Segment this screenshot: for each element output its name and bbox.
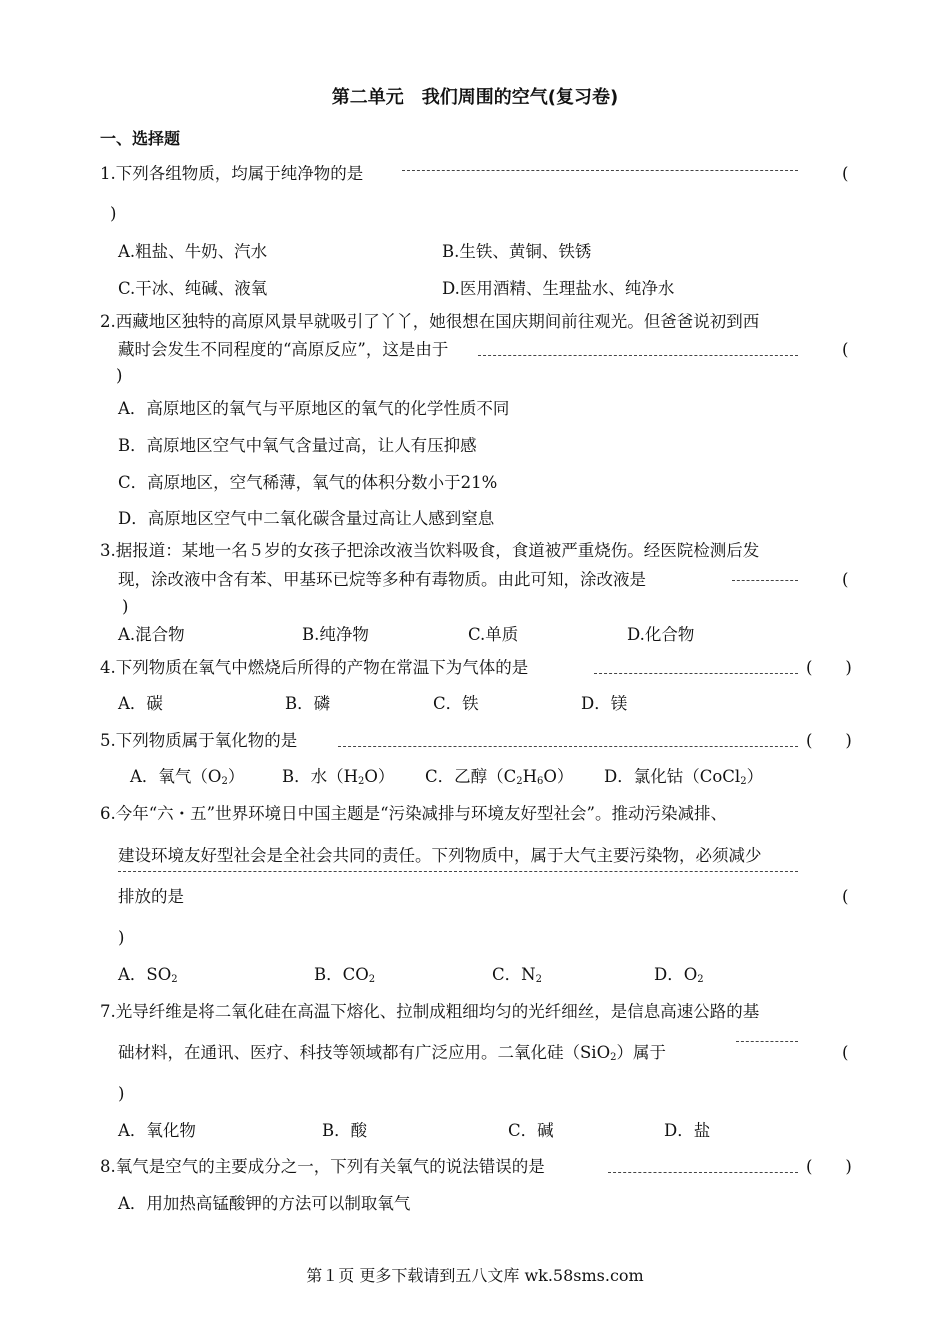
q5-option-a: A．氧气$(O_2)$ <box>130 767 245 787</box>
q1-paren-close: ) <box>110 204 117 223</box>
q4-paren: ( ) <box>806 658 852 677</box>
q7-paren-close: ) <box>118 1084 125 1103</box>
q7-option-d: D．盐 <box>664 1121 711 1140</box>
q4-answer-line <box>594 673 798 674</box>
q7-answer-line <box>736 1041 798 1042</box>
page-footer: 第１页 更多下载请到五八文库 wk.58sms.com <box>306 1266 644 1285</box>
q6-paren-open: ( <box>842 887 849 906</box>
q4-option-a: A．碳 <box>118 694 163 713</box>
q6-option-b: B．$CO_2$ <box>314 965 376 985</box>
section-heading: 一、选择题 <box>100 129 181 148</box>
q5-option-d: D．氯化钴（CoCl$_2$） <box>604 767 764 787</box>
q3-paren-open: ( <box>842 570 849 589</box>
q1-answer-line <box>402 170 798 171</box>
q2-option-a: A．高原地区的氧气与平原地区的氧气的化学性质不同 <box>118 399 510 418</box>
q6-option-a: A．$SO_2$ <box>118 965 178 985</box>
q2-option-d: D．高原地区空气中二氧化碳含量过高让人感到窒息 <box>118 509 495 528</box>
q4-stem: 4.下列物质在氧气中燃烧后所得的产物在常温下为气体的是 <box>100 658 529 677</box>
q6-stem-line3: 排放的是 <box>118 887 184 906</box>
q7-paren-open: ( <box>842 1043 849 1062</box>
q4-option-d: D．镁 <box>581 694 628 713</box>
q5-answer-line <box>338 746 798 747</box>
q7-option-b: B．酸 <box>322 1121 368 1140</box>
q8-paren: ( ) <box>806 1157 852 1176</box>
q1-stem: 1.下列各组物质，均属于纯净物的是 <box>100 164 364 183</box>
q5-stem: 5.下列物质属于氧化物的是 <box>100 731 298 750</box>
q2-answer-line <box>478 355 798 356</box>
q3-stem-line2: 现，涂改液中含有苯、甲基环已烷等多种有毒物质。由此可知，涂改液是 <box>118 570 646 589</box>
q1-paren-open: ( <box>842 164 849 183</box>
q6-stem-line1: 6.今年“六・五”世界环境日中国主题是“污染减排与环境友好型社会”。推动污染减排、 <box>100 804 727 823</box>
q2-option-b: B．高原地区空气中氧气含量过高，让人有压抑感 <box>118 436 477 455</box>
q1-option-a: A.粗盐、牛奶、汽水 <box>118 242 268 261</box>
q7-stem-line1: 7.光导纤维是将二氧化硅在高温下熔化、拉制成粗细均匀的光纤细丝，是信息高速公路的基 <box>100 1002 760 1021</box>
q7-option-c: C．碱 <box>508 1121 554 1140</box>
q3-paren-close: ) <box>122 597 129 616</box>
q4-option-b: B．磷 <box>285 694 331 713</box>
q2-paren-open: ( <box>842 340 849 359</box>
q3-option-a: A.混合物 <box>118 625 185 644</box>
q5-option-b: B．水$(H_2O)$ <box>282 767 395 787</box>
q8-stem: 8.氧气是空气的主要成分之一，下列有关氧气的说法错误的是 <box>100 1157 545 1176</box>
q6-option-d: D．$O_2$ <box>654 965 704 985</box>
q6-stem-line2: 建设环境友好型社会是全社会共同的责任。下列物质中，属于大气主要污染物，必须减少 <box>118 846 762 865</box>
q7-stem-line2: 础材料，在通讯、医疗、科技等领域都有广泛应用。二氧化硅（SiO$_2$）属于 <box>118 1043 666 1063</box>
q6-answer-line <box>118 871 798 872</box>
q5-paren: ( ) <box>806 731 852 750</box>
q2-paren-close: ) <box>116 366 123 385</box>
q3-option-d: D.化合物 <box>627 625 695 644</box>
q2-option-c: C．高原地区，空气稀薄，氧气的体积分数小于21% <box>118 473 498 492</box>
q7-option-a: A．氧化物 <box>118 1121 196 1140</box>
q3-stem-line1: 3.据报道：某地一名５岁的女孩子把涂改液当饮料吸食，食道被严重烧伤。经医院检测后发 <box>100 541 760 560</box>
q5-option-c: C．乙醇$(C_2H_6O)$ <box>425 767 574 787</box>
q3-option-b: B.纯净物 <box>302 625 369 644</box>
q1-option-b: B.生铁、黄铜、铁锈 <box>442 242 592 261</box>
q2-stem-line2: 藏时会发生不同程度的“高原反应”，这是由于 <box>118 340 449 359</box>
q4-option-c: C．铁 <box>433 694 479 713</box>
q8-option-a: A．用加热高锰酸钾的方法可以制取氧气 <box>118 1194 411 1213</box>
q1-option-d: D.医用酒精、生理盐水、纯净水 <box>442 279 675 298</box>
q6-option-c: C．$N_2$ <box>492 965 542 985</box>
q6-paren-close: ) <box>118 928 125 947</box>
q3-option-c: C.单质 <box>468 625 519 644</box>
page-title: 第二单元 我们周围的空气(复习卷) <box>331 87 619 108</box>
q1-option-c: C.干冰、纯碱、液氧 <box>118 279 268 298</box>
q8-answer-line <box>608 1172 798 1173</box>
q3-answer-line <box>732 580 798 581</box>
q2-stem-line1: 2.西藏地区独特的高原风景早就吸引了丫丫，她很想在国庆期间前往观光。但爸爸说初到西 <box>100 312 760 331</box>
